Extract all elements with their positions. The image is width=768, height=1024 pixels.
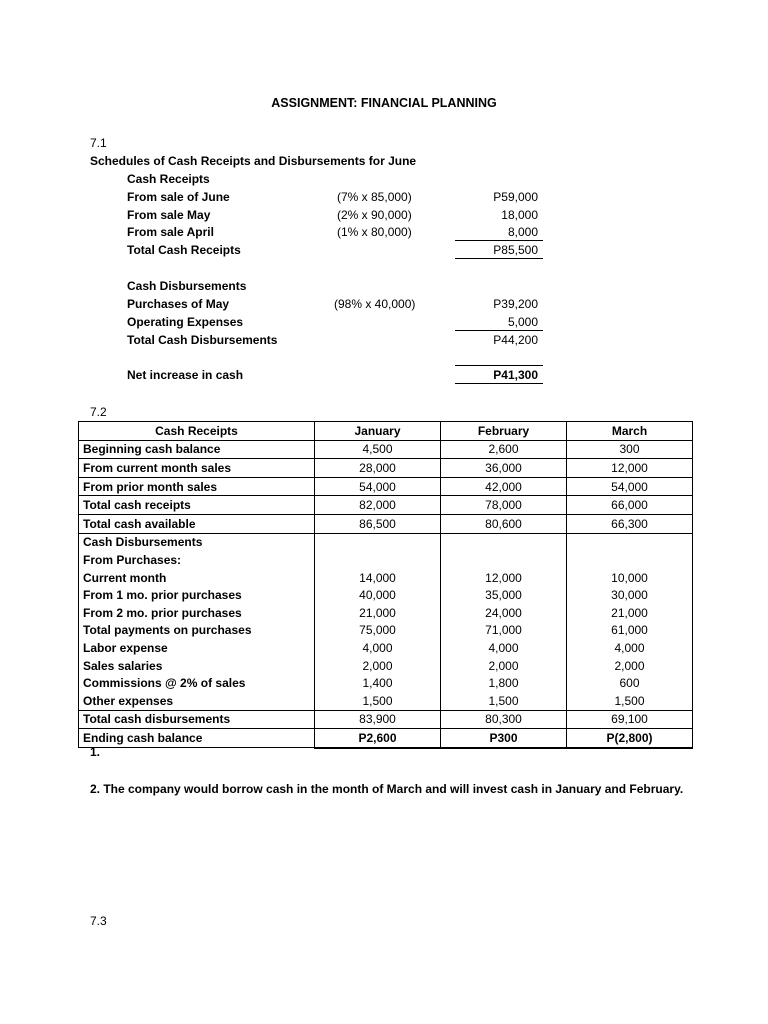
row-value: 4,000 xyxy=(567,639,693,657)
disbursement-calc: (98% x 40,000) xyxy=(334,297,416,311)
row-value: 36,000 xyxy=(441,459,567,478)
row-label: Beginning cash balance xyxy=(79,440,315,459)
section-7-1-number: 7.1 xyxy=(90,136,107,150)
table-row xyxy=(79,710,693,729)
disbursement-amount: P39,200 xyxy=(493,297,538,311)
receipt-amount: 18,000 xyxy=(501,208,538,222)
row-value xyxy=(567,533,693,551)
row-value: 21,000 xyxy=(315,604,441,622)
receipt-calc: (1% x 80,000) xyxy=(337,225,412,239)
row-label: Sales salaries xyxy=(79,657,315,675)
receipt-label: From sale of June xyxy=(127,190,230,204)
row-value: 86,500 xyxy=(315,514,441,533)
row-label: Total cash disbursements xyxy=(79,710,315,729)
note-1: 1. xyxy=(90,745,101,759)
row-value xyxy=(441,551,567,569)
row-label: Total cash receipts xyxy=(79,496,315,515)
row-value: 78,000 xyxy=(441,496,567,515)
table-row xyxy=(79,657,693,675)
row-value: 4,500 xyxy=(315,440,441,459)
disbursements-heading: Cash Disbursements xyxy=(127,279,247,293)
net-bottom-rule xyxy=(455,383,543,384)
table-row xyxy=(79,569,693,587)
row-label: From prior month sales xyxy=(79,477,315,496)
row-value: 71,000 xyxy=(441,622,567,640)
disbursement-label: Operating Expenses xyxy=(127,315,244,329)
row-value: 61,000 xyxy=(567,622,693,640)
subtotal-rule xyxy=(455,240,543,241)
row-value: 24,000 xyxy=(441,604,567,622)
row-label: Current month xyxy=(79,569,315,587)
row-value: 1,500 xyxy=(441,692,567,710)
row-value: 2,000 xyxy=(567,657,693,675)
row-value xyxy=(441,533,567,551)
row-value: 1,500 xyxy=(315,692,441,710)
disbursement-label: Purchases of May xyxy=(127,297,230,311)
net-increase-amount: P41,300 xyxy=(493,368,538,382)
row-value: 28,000 xyxy=(315,459,441,478)
receipt-calc: (2% x 90,000) xyxy=(337,208,412,222)
table-row xyxy=(79,692,693,710)
section-7-1-heading: Schedules of Cash Receipts and Disbursements for June xyxy=(90,154,417,168)
net-top-rule xyxy=(455,365,543,366)
row-value: 600 xyxy=(567,674,693,692)
section-7-2-number: 7.2 xyxy=(90,405,107,419)
disbursement-amount: 5,000 xyxy=(507,315,538,329)
row-value: 66,300 xyxy=(567,514,693,533)
row-value: 4,000 xyxy=(315,639,441,657)
row-value: P300 xyxy=(441,729,567,748)
header-cash-receipts: Cash Receipts xyxy=(79,422,315,441)
table-row xyxy=(79,551,693,569)
table-row xyxy=(79,639,693,657)
cash-budget-table xyxy=(78,421,693,749)
row-value: 66,000 xyxy=(567,496,693,515)
row-value: 80,300 xyxy=(441,710,567,729)
row-value: 14,000 xyxy=(315,569,441,587)
table-row xyxy=(79,586,693,604)
row-value: 2,000 xyxy=(441,657,567,675)
table-row xyxy=(79,459,693,478)
total-receipts-label: Total Cash Receipts xyxy=(127,243,241,257)
table-row xyxy=(79,622,693,640)
header-january: January xyxy=(315,422,441,441)
row-label: Total payments on purchases xyxy=(79,622,315,640)
row-value: 2,000 xyxy=(315,657,441,675)
row-value: 40,000 xyxy=(315,586,441,604)
row-label: Ending cash balance xyxy=(79,729,315,748)
row-value: 83,900 xyxy=(315,710,441,729)
row-value: 12,000 xyxy=(567,459,693,478)
total-receipts-amount: P85,500 xyxy=(493,243,538,257)
table-row xyxy=(79,496,693,515)
table-row xyxy=(79,604,693,622)
row-label: From 1 mo. prior purchases xyxy=(79,586,315,604)
row-value: 10,000 xyxy=(567,569,693,587)
table-row xyxy=(79,729,693,748)
receipts-heading: Cash Receipts xyxy=(127,172,210,186)
table-row xyxy=(79,514,693,533)
row-label: Cash Disbursements xyxy=(79,533,315,551)
row-value: 1,400 xyxy=(315,674,441,692)
row-value: 12,000 xyxy=(441,569,567,587)
row-value: P2,600 xyxy=(315,729,441,748)
receipt-calc: (7% x 85,000) xyxy=(337,190,412,204)
row-value: 21,000 xyxy=(567,604,693,622)
total-rule xyxy=(455,258,543,259)
row-label: From 2 mo. prior purchases xyxy=(79,604,315,622)
row-value: 54,000 xyxy=(315,477,441,496)
row-label: Labor expense xyxy=(79,639,315,657)
table-header-row xyxy=(79,422,693,441)
receipt-amount: 8,000 xyxy=(507,225,538,239)
table-row xyxy=(79,477,693,496)
receipt-label: From sale April xyxy=(127,225,214,239)
page-title: ASSIGNMENT: FINANCIAL PLANNING xyxy=(271,96,497,110)
row-value: 4,000 xyxy=(441,639,567,657)
total-disbursements-label: Total Cash Disbursements xyxy=(127,333,278,347)
table-row xyxy=(79,440,693,459)
section-7-3-number: 7.3 xyxy=(90,914,107,928)
row-value: 300 xyxy=(567,440,693,459)
row-value xyxy=(315,533,441,551)
row-value: 75,000 xyxy=(315,622,441,640)
header-february: February xyxy=(441,422,567,441)
row-value: 80,600 xyxy=(441,514,567,533)
row-value: 69,100 xyxy=(567,710,693,729)
net-increase-label: Net increase in cash xyxy=(127,368,244,382)
row-value: 42,000 xyxy=(441,477,567,496)
row-value: 35,000 xyxy=(441,586,567,604)
row-value xyxy=(567,551,693,569)
receipt-label: From sale May xyxy=(127,208,211,222)
row-value: 54,000 xyxy=(567,477,693,496)
note-2: 2. The company would borrow cash in the month of March and will invest cash in January and February. xyxy=(90,782,684,796)
row-value: 2,600 xyxy=(441,440,567,459)
receipt-amount: P59,000 xyxy=(493,190,538,204)
row-value: P(2,800) xyxy=(567,729,693,748)
row-value xyxy=(315,551,441,569)
row-value: 1,500 xyxy=(567,692,693,710)
row-label: Other expenses xyxy=(79,692,315,710)
subtotal-rule xyxy=(455,330,543,331)
total-disbursements-amount: P44,200 xyxy=(493,333,538,347)
row-value: 1,800 xyxy=(441,674,567,692)
header-march: March xyxy=(567,422,693,441)
table-row xyxy=(79,674,693,692)
row-value: 82,000 xyxy=(315,496,441,515)
row-label: Total cash available xyxy=(79,514,315,533)
row-label: From current month sales xyxy=(79,459,315,478)
row-value: 30,000 xyxy=(567,586,693,604)
table-row xyxy=(79,533,693,551)
row-label: From Purchases: xyxy=(79,551,315,569)
row-label: Commissions @ 2% of sales xyxy=(79,674,315,692)
